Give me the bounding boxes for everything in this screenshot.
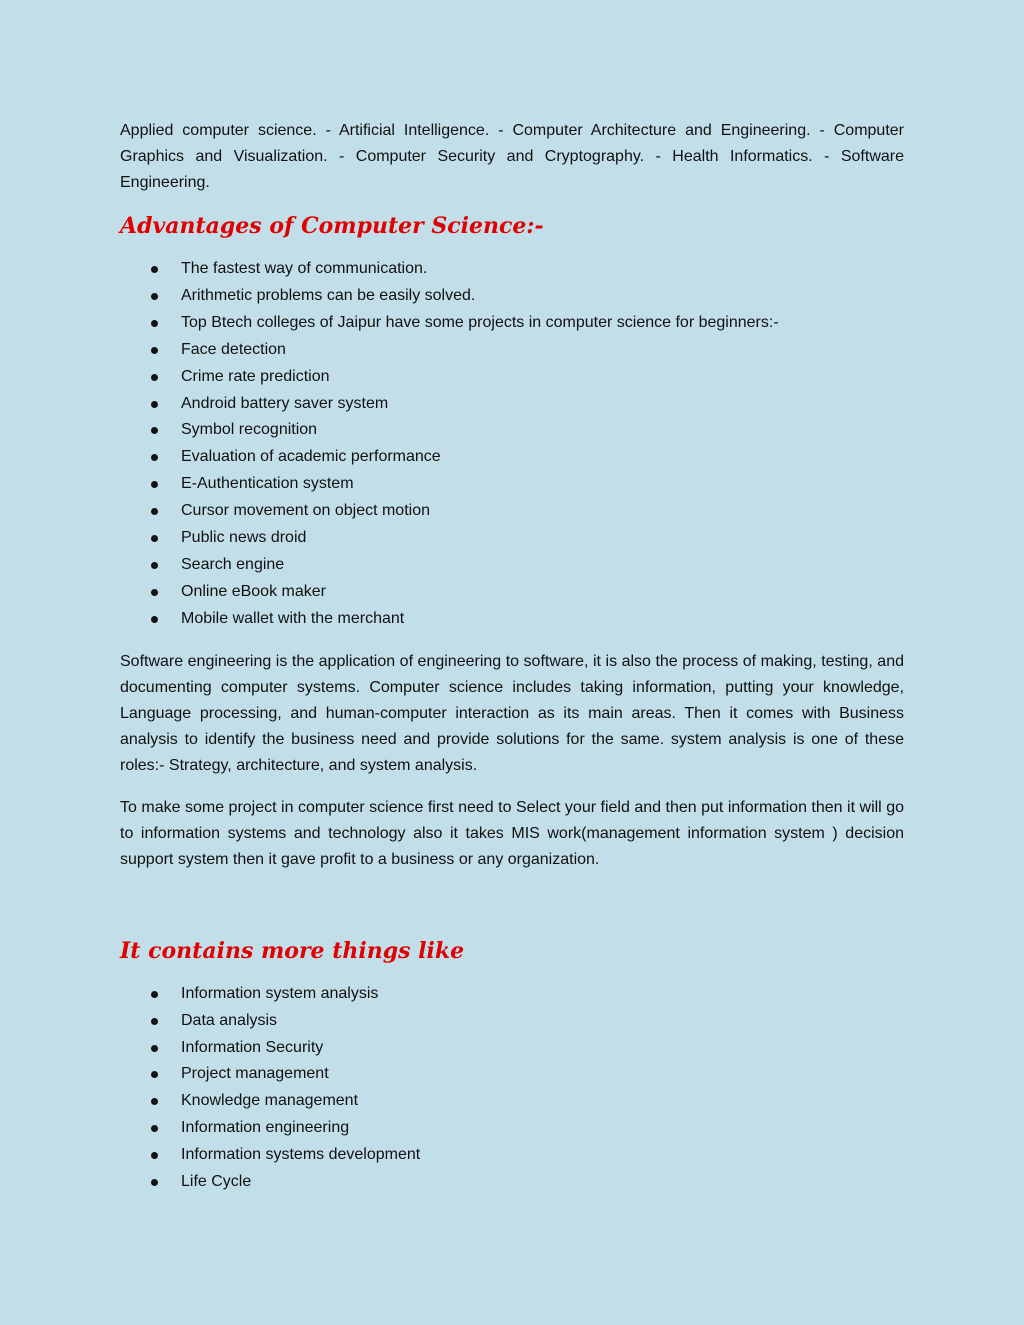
list-item	[120, 283, 904, 310]
intro-paragraph: Applied computer science. - Artificial Intelligence. - Computer Architecture and Engineering. - Computer Graphics and Visualization. - Computer Security and Cryptography. - Health Informatics. - Software Engineering.	[120, 122, 904, 191]
bullet-icon	[151, 320, 158, 327]
list-item-text: Information Security	[181, 1038, 324, 1056]
list-item	[120, 1115, 904, 1142]
bullet-icon	[151, 1125, 158, 1132]
document-page	[120, 118, 904, 1196]
bullet-icon	[151, 589, 158, 596]
list-item-text: Face detection	[181, 340, 286, 358]
list-item	[120, 391, 904, 418]
list-item-text: Project management	[181, 1065, 329, 1083]
list-item-text: The fastest way of communication.	[181, 260, 428, 277]
project-paragraph: To make some project in computer science first need to Select your field and then put information then it will go to information systems and technology also it takes MIS work(management information system ) decision support system then it gave profit to a business or any organization.	[120, 798, 904, 868]
advantages-heading: Advantages of Computer Science:-	[120, 213, 544, 239]
list-item-text: Android battery saver system	[181, 394, 389, 412]
list-item-text: Search engine	[181, 555, 285, 573]
list-item	[120, 471, 904, 498]
list-item	[120, 256, 904, 283]
list-item	[120, 606, 904, 633]
bullet-icon	[151, 1018, 158, 1025]
bullet-icon	[151, 293, 158, 300]
list-item-text: Mobile wallet with the merchant	[181, 609, 405, 627]
bullet-icon	[151, 266, 158, 273]
list-item	[120, 498, 904, 525]
list-item-text: Symbol recognition	[181, 421, 318, 439]
list-item	[120, 417, 904, 444]
list-item-text: Information engineering	[181, 1119, 350, 1137]
list-item	[120, 1061, 904, 1088]
list-item	[120, 981, 904, 1008]
list-item-text: Life Cycle	[181, 1173, 252, 1191]
more-things-list	[120, 981, 904, 1196]
list-item-text: Online eBook maker	[181, 582, 326, 600]
list-item	[120, 337, 904, 364]
bullet-icon	[151, 481, 158, 488]
list-item-text: Information systems development	[181, 1146, 421, 1164]
bullet-icon	[151, 508, 158, 515]
bullet-icon	[151, 1098, 158, 1105]
list-item-text: E-Authentication system	[181, 475, 354, 493]
list-item	[120, 364, 904, 391]
bullet-icon	[151, 1071, 158, 1078]
bullet-icon	[151, 991, 158, 998]
list-item-text: Top Btech colleges of Jaipur have some projects in computer science for beginners:-	[181, 313, 779, 331]
bullet-icon	[151, 616, 158, 623]
more-things-heading: It contains more things like	[120, 937, 465, 964]
list-item-text: Arithmetic problems can be easily solved.	[181, 286, 476, 304]
list-item	[120, 444, 904, 471]
list-item	[120, 310, 904, 337]
bullet-icon	[151, 535, 158, 542]
bullet-icon	[151, 347, 158, 354]
bullet-icon	[151, 1152, 158, 1159]
advantages-list	[120, 256, 904, 633]
list-item	[120, 552, 904, 579]
list-item-text: Evaluation of academic performance	[181, 448, 441, 466]
list-item-text: Data analysis	[181, 1011, 278, 1029]
bullet-icon	[151, 454, 158, 461]
bullet-icon	[151, 427, 158, 434]
software-engineering-paragraph: Software engineering is the application of engineering to software, it is also the process of making, testing, and documenting computer systems. Computer science includes taking information, putting your knowledge, Language processing, and human-computer interaction as its main areas. Then it comes with Business analysis to identify the business need and provide solutions for the same. system analysis is one of these roles:- Strategy, architecture, and system analysis.	[120, 652, 904, 774]
list-item	[120, 1035, 904, 1062]
list-item-text: Information system analysis	[181, 984, 379, 1002]
list-item-text: Crime rate prediction	[181, 367, 330, 385]
list-item-text: Public news droid	[181, 529, 307, 547]
bullet-icon	[151, 562, 158, 569]
list-item-text: Cursor movement on object motion	[181, 502, 430, 520]
bullet-icon	[151, 374, 158, 381]
bullet-icon	[151, 1045, 158, 1052]
list-item	[120, 1142, 904, 1169]
list-item	[120, 1008, 904, 1035]
list-item	[120, 579, 904, 606]
list-item	[120, 525, 904, 552]
list-item-text: Knowledge management	[181, 1092, 359, 1110]
bullet-icon	[151, 401, 158, 408]
bullet-icon	[151, 1179, 158, 1186]
list-item	[120, 1088, 904, 1115]
list-item	[120, 1169, 904, 1196]
